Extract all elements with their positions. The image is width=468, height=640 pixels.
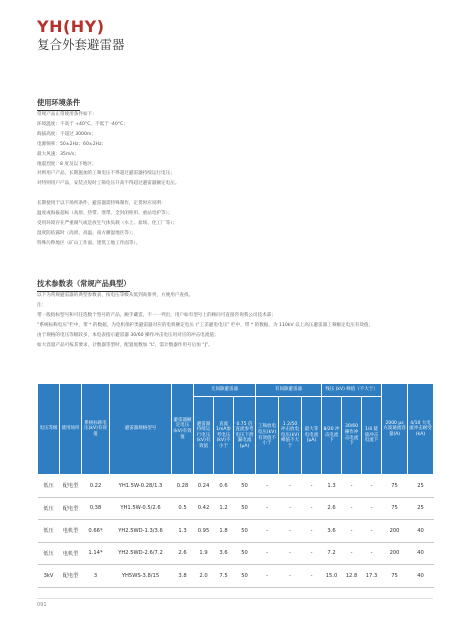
table-row [38,520,434,543]
table-cell: 50 [234,475,256,498]
th-square-wave: 2000 μs 方波通流容量(A) [382,384,408,475]
section-heading-environment: 使用环境条件 [37,98,80,111]
table-cell: 1.2 [214,497,234,520]
table-cell: 1.8 [214,520,234,543]
th-group-residual: 残压 (kV) 峰值（不大于） [322,384,382,397]
environment-line: 常规产品正常使用条件如下： [37,112,97,117]
table-cell: 50 [234,520,256,543]
note-line: 由于规格的电压等级较多，本电表指示避雷器 30/60 操作冲击电压用对应的冲击电流值； [37,332,219,338]
table-cell: 75 [382,475,408,498]
table-cell: - [256,542,279,565]
table-cell: - [256,475,279,498]
table-cell: 配电型 [60,475,82,498]
table-cell: 0.38 [82,497,110,520]
th-lightning: 30/60 操作冲击电流下 [342,397,362,475]
table-cell: 1.14* [82,542,110,565]
table-cell: 3.8 [172,565,194,588]
table-cell: 7.5 [214,565,234,588]
table-cell: 2.0 [194,565,214,588]
environment-line: 温度或海拔超标（高原、热带、寒带、全封闭柜用、重站电护等）； [37,211,173,217]
th-steep: 8/20 冲击电流下 [322,397,342,475]
table-cell: 17.3 [362,565,382,588]
th-max-current: 最大等电电流(μA) [302,397,322,475]
th-dc-reference: 直流1mA参考电压(kV)不小于 [214,397,234,475]
environment-line: 长期使用于以下场所条件，避雷器需特殊制作，定货时应说明： [37,201,166,207]
environment-line: 海拔高度：不超过 3000m； [37,131,96,137]
th-group-gapped: 有间隙避雷器 [256,384,322,397]
table-cell: - [279,565,302,588]
table-cell: YH1.5W-0.28/1.3 [110,475,172,498]
table-cell: 低压 [38,520,60,543]
environment-line: 最大风速：35m/s； [37,151,79,157]
table-cell: - [302,565,322,588]
th-mcov: 避雷器持续运行电压(kV)有效值 [194,397,214,475]
table-cell: - [362,475,382,498]
brand-header [37,18,125,53]
table-cell: - [302,520,322,543]
section-heading-parameters: 技术参数表（常规产品典型） [37,279,130,292]
table-cell: 40 [408,565,434,588]
table-cell: 200 [382,520,408,543]
table-cell: - [342,542,362,565]
parameter-table [37,383,433,588]
environment-line: 特殊污秽地区（矿山工作面、建筑工地工作面等）。 [37,240,141,246]
table-cell: 0.6 [214,475,234,498]
table-cell: 3.6 [322,520,342,543]
environment-line: 电源频率：50±2Hz；60±2Hz； [37,141,107,147]
table-cell: 0.95 [194,520,214,543]
table-cell: - [302,542,322,565]
table-cell: 1.3 [172,520,194,543]
table-cell: 0.66* [82,520,110,543]
table-cell: 50 [234,542,256,565]
table-cell: 电机型 [60,542,82,565]
table-cell: 40 [408,520,434,543]
table-cell: 75 [382,565,408,588]
table-row [38,497,434,520]
environment-line: 地震烈度：8 度及以下地区； [37,161,97,167]
table-cell: 25 [408,475,434,498]
table-cell: - [279,542,302,565]
table-cell: YH2.5WD-1.3/3.6 [110,520,172,543]
th-system-voltage: 系统标称电压(kV)有效值 [82,384,110,475]
table-row [38,542,434,565]
th-high-current: 4/10 大电流冲击耐受(kA) [408,384,434,475]
environment-line: 湿度防结露时（高原、高温、南方潮湿地区等）； [37,230,136,236]
table-cell: - [302,475,322,498]
th-leakage: 0.75 倍直流参考电压下泄漏电流(μA) [234,397,256,475]
th-group-gapless: 无间隙避雷器 [194,384,256,397]
table-cell: 0.5 [172,497,194,520]
page-number: 091 [37,602,47,608]
table-cell: 50 [234,497,256,520]
table-cell: - [362,497,382,520]
table-cell: 0.42 [194,497,214,520]
table-body [38,475,434,588]
table-cell: - [342,497,362,520]
th-spark: 工频放电电压(kV)有效值不小于 [256,397,279,475]
table-cell: 0.28 [172,475,194,498]
th-switching: 1/4 陡波冲击电流下 [362,397,382,475]
table-row [38,475,434,498]
th-rated-voltage: 避雷器额定电压(kV)有效值 [172,384,194,475]
environment-line: 环境温度：不高于 +40°C，不低于 -40°C； [37,121,128,127]
product-subtitle: 复合外套避雷器 [37,37,125,52]
table-cell: - [302,497,322,520]
table-cell: 2.6 [322,497,342,520]
th-level: 电压等级 [38,384,60,475]
environment-text [37,110,437,249]
note-line: 如大容量产品可按其要求，计数器等型时，配置尾数加 “L”，需计数器作用号后加 “J”。 [37,342,213,348]
table-cell: 50 [234,565,256,588]
product-title: YH(HY) [37,17,105,36]
environment-line: 受用环境存在严重腐气或是放生气体负载（水上、盐场、化工厂等）； [37,220,178,226]
table-cell: 低压 [38,542,60,565]
table-cell: 200 [382,542,408,565]
table-cell: 0.24 [194,475,214,498]
table-cell: 12.8 [342,565,362,588]
table-cell: - [362,520,382,543]
table-cell: 1.3 [322,475,342,498]
environment-line: 对特则用户产品，安装点短时工频电压升高不得超过避雷器额定电压。 [37,181,180,187]
table-cell: YH5WS-3.8/15 [110,565,172,588]
table-cell: 配电型 [60,565,82,588]
table-cell: 1.9 [194,542,214,565]
table-row [38,565,434,588]
note-line: “系统标称电压”栏中，带 * 的数据，为电机保护类避雷器对应的电机额定电压 (“工差避电电压” 栏中，带 * 的数据，为 110kV 以上高压避雷器工频额定电压有效值； [37,322,374,328]
table-cell: - [256,520,279,543]
parameters-notes [37,291,437,350]
environment-line [37,189,437,199]
table-cell: - [279,497,302,520]
table-cell: - [362,542,382,565]
table-cell: 75 [382,497,408,520]
environment-line: 对则用户产品，长期施加的工频电压不得超过避雷器持续运行电压； [37,171,175,177]
table-cell: - [256,565,279,588]
table-cell: 40 [408,542,434,565]
note-line: 带一般指标型号和可任选数个型号的产品，额手藏造，不一一列出，用户如有型号上的顾问可直接咨询我公司技术部； [37,312,276,318]
th-usage: 使用场所 [60,384,82,475]
table-cell: - [279,475,302,498]
table-cell: - [342,520,362,543]
table-cell: 0.22 [82,475,110,498]
table-cell: YH1.5W-0.5/2.6 [110,497,172,520]
table-cell: 低压 [38,475,60,498]
table-cell: - [256,497,279,520]
footer-divider [37,598,433,599]
table-cell: 配电型 [60,497,82,520]
table-cell: 3 [82,565,110,588]
table-cell: 低压 [38,497,60,520]
table-cell: - [342,475,362,498]
table-cell: 7.2 [322,542,342,565]
note-line: 注： [37,302,47,308]
note-line: 以下为常规避雷器的典型参数表，按电压等级从低到高排列，方便用户查找。 [37,293,194,298]
table-cell: 25 [408,497,434,520]
table-cell: YH2.5WD-2.6/7.2 [110,542,172,565]
table-cell: 电机型 [60,520,82,543]
th-impulse-spark: 1.2/50 冲击放电电压(kV)峰值不大于 [279,397,302,475]
table-cell: 2.6 [172,542,194,565]
table-cell: 15.0 [322,565,342,588]
table-cell: 3.6 [214,542,234,565]
th-model: 避雷器规格型号 [110,384,172,475]
table-cell: - [279,520,302,543]
table-cell: 3kV [38,565,60,588]
